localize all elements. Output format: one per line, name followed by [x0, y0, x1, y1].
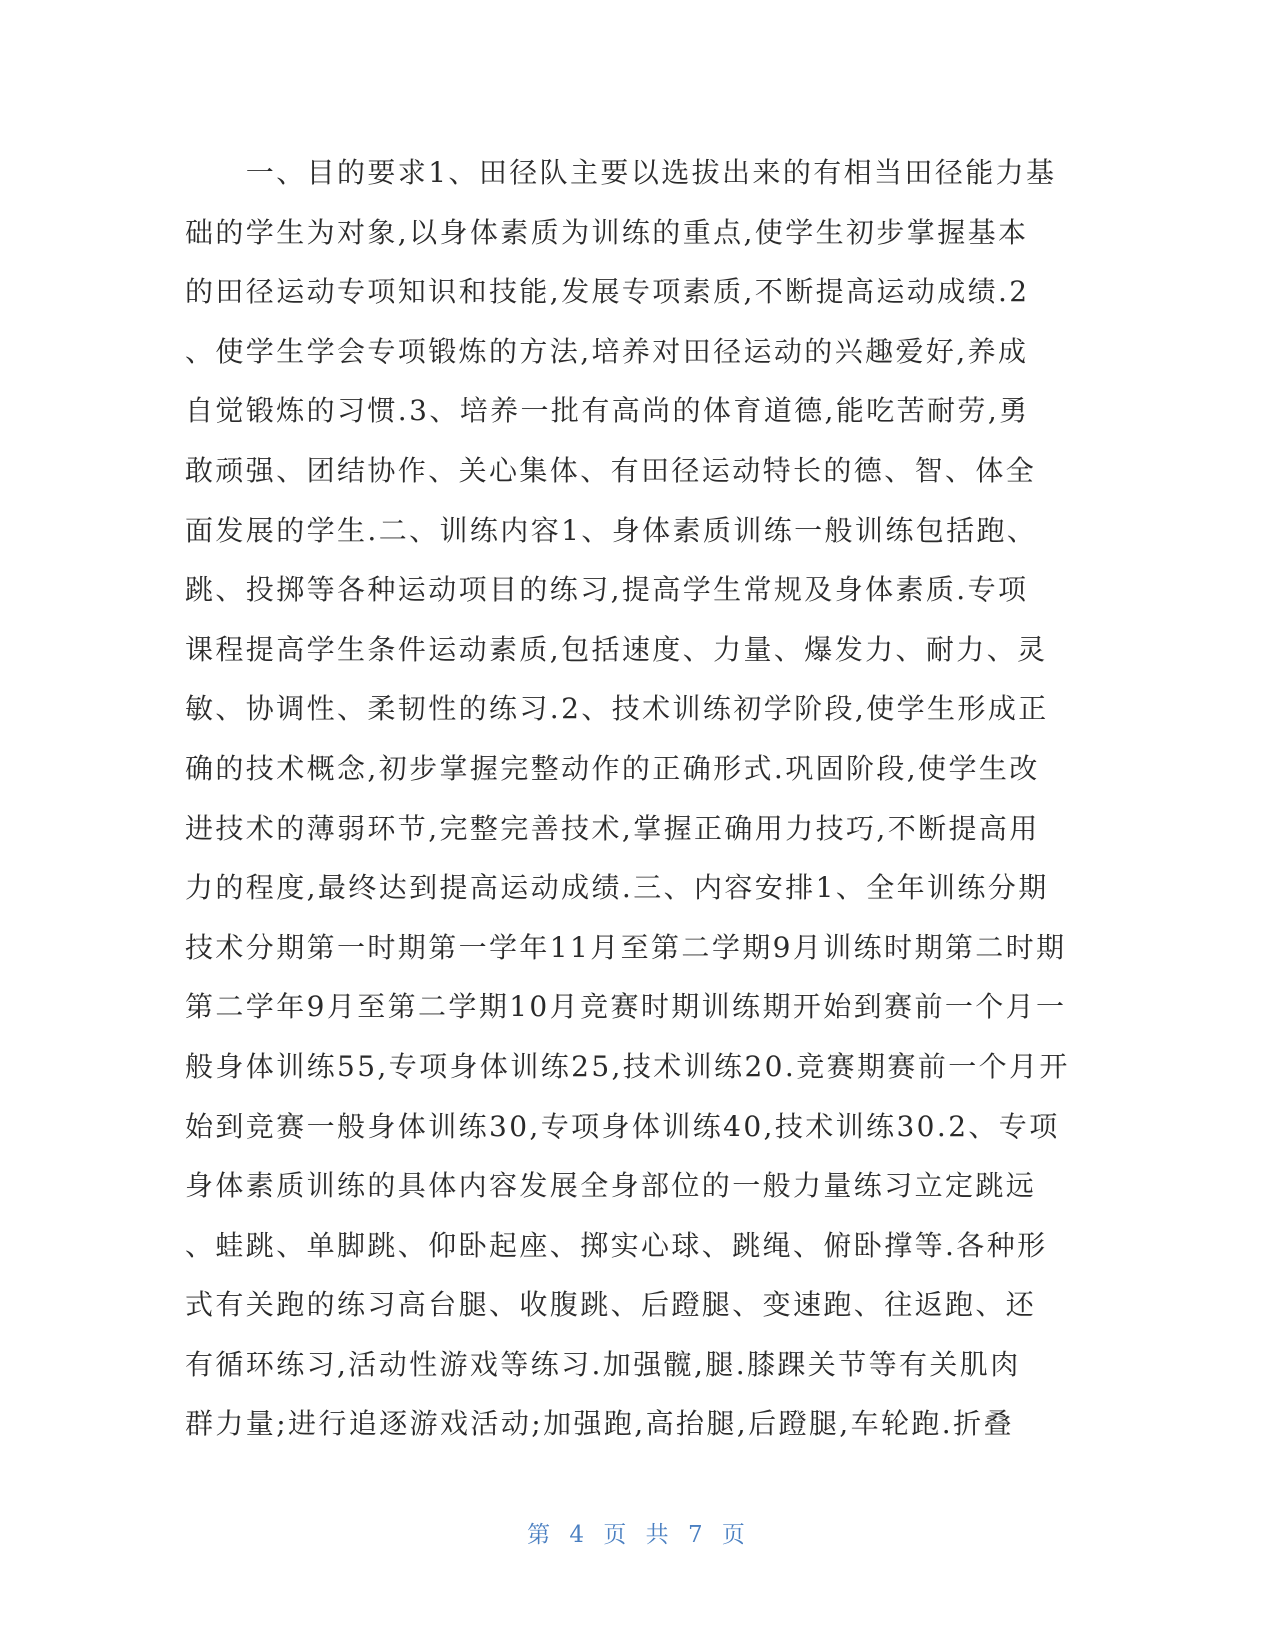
text-line: 、蛙跳、单脚跳、仰卧起座、掷实心球、跳绳、俯卧撑等.各种形 [185, 1228, 1048, 1262]
text-line: 、使学生学会专项锻炼的方法,培养对田径运动的兴趣爱好,养成 [185, 334, 1029, 368]
page-number-footer: 第 4 页 共 7 页 [527, 1522, 748, 1548]
text-line: 敏、协调性、柔韧性的练习.2、技术训练初学阶段,使学生形成正 [185, 692, 1049, 726]
text-line: 第二学年9月至第二学期10月竞赛时期训练期开始到赛前一个月一 [185, 990, 1067, 1024]
text-line: 一、目的要求1、田径队主要以选拔出来的有相当田径能力基 [185, 156, 1057, 189]
text-line: 身体素质训练的具体内容发展全身部位的一般力量练习立定跳远 [185, 1169, 1037, 1203]
text-line: 的田径运动专项知识和技能,发展专项素质,不断提高运动成绩.2 [185, 275, 1030, 309]
text-line: 确的技术概念,初步掌握完整动作的正确形式.巩固阶段,使学生改 [185, 751, 1040, 785]
text-line: 进技术的薄弱环节,完整完善技术,掌握正确用力技巧,不断提高用 [185, 811, 1040, 845]
text-line: 始到竞赛一般身体训练30,专项身体训练40,技术训练30.2、专项 [185, 1109, 1060, 1143]
text-line: 础的学生为对象,以身体素质为训练的重点,使学生初步掌握基本 [185, 215, 1029, 249]
text-line: 敢顽强、团结协作、关心集体、有田径运动特长的德、智、体全 [185, 453, 1037, 487]
text-line: 式有关跑的练习高台腿、收腹跳、后蹬腿、变速跑、往返跑、还 [185, 1288, 1037, 1322]
text-line: 跳、投掷等各种运动项目的练习,提高学生常规及身体素质.专项 [185, 573, 1029, 607]
text-line: 课程提高学生条件运动素质,包括速度、力量、爆发力、耐力、灵 [185, 632, 1048, 666]
text-line: 有循环练习,活动性游戏等练习.加强髋,腿.膝踝关节等有关肌肉 [185, 1347, 1021, 1381]
text-line: 群力量;进行追逐游戏活动;加强跑,高抬腿,后蹬腿,车轮跑.折叠 [185, 1407, 1014, 1441]
text-line: 面发展的学生.二、训练内容1、身体素质训练一般训练包括跑、 [185, 513, 1038, 547]
text-line: 般身体训练55,专项身体训练25,技术训练20.竞赛期赛前一个月开 [185, 1049, 1070, 1083]
text-line: 力的程度,最终达到提高运动成绩.三、内容安排1、全年训练分期 [185, 871, 1049, 905]
body-text [185, 143, 1070, 1454]
text-line: 自觉锻炼的习惯.3、培养一批有高尚的体育道德,能吃苦耐劳,勇 [185, 394, 1030, 428]
text-line: 技术分期第一时期第一学年11月至第二学期9月训练时期第二时期 [185, 930, 1067, 964]
